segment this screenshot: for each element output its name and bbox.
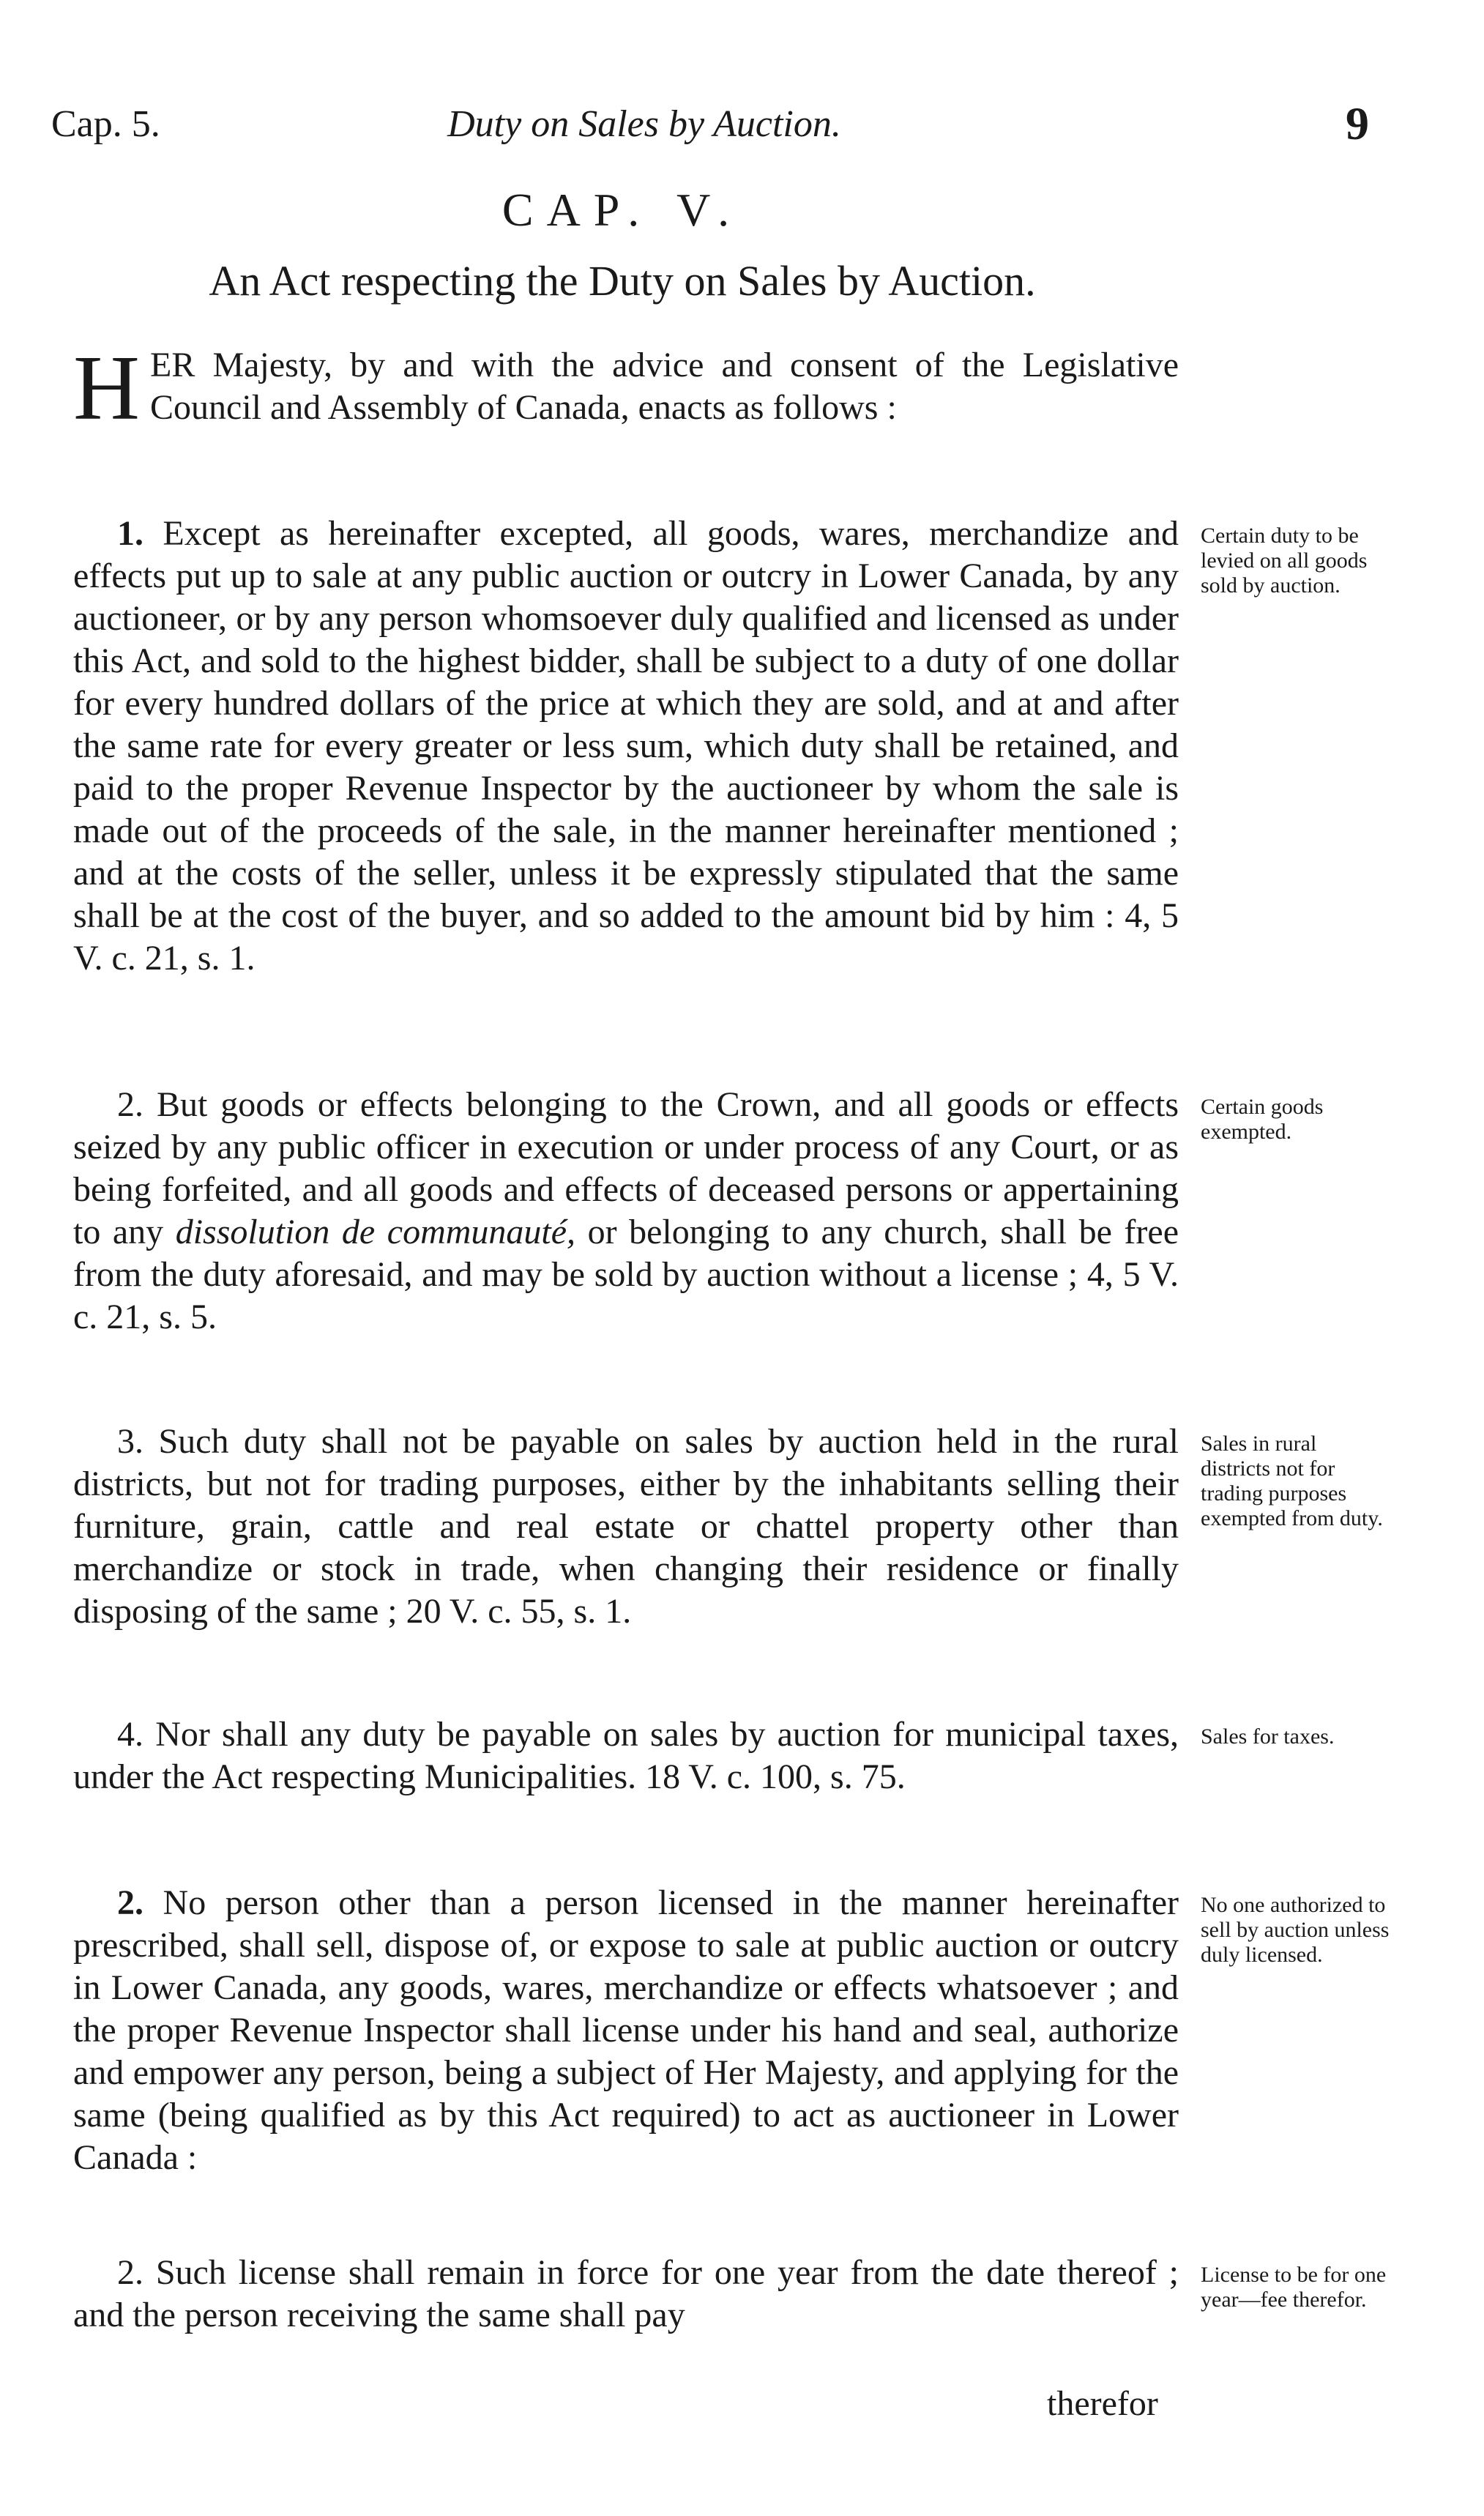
section-number: 4. bbox=[117, 1715, 143, 1754]
act-title: An Act respecting the Duty on Sales by Auction. bbox=[209, 257, 1036, 305]
section-text: Such duty shall not be payable on sales by auction held in the rural districts, but not for trading purposes, either by the inhabitants selling their furniture, grain, cattle and real estate or chattel property other than merchandize or stock in trade, when changing their residence or finally disposing of the same ; 20 V. c. 55, s. 1. bbox=[73, 1422, 1179, 1631]
section-text: Except as hereinafter excepted, all goods, wares, merchandize and effects put up to sale at any public auction or outcry in Lower Canada, by any auctioneer, or by any person whomsoever duly qualified and licensed as under this Act, and sold to the highest bidder, shall be subject to a duty of one dollar for every hundred dollars of the price at which they are sold, and at and after the same rate for every greater or less sum, which duty shall be retained, and paid to the proper Revenue Inspector by the auctioneer by whom the sale is made out of the proceeds of the sale, in the manner hereinafter mentioned ; and at the costs of the seller, unless it be expressly stipulated that the same shall be at the cost of the buyer, and so added to the amount bid by him : 4, 5 V. c. 21, s. 1. bbox=[73, 514, 1179, 978]
section-paragraph bbox=[73, 2252, 1179, 2337]
drop-cap: H bbox=[73, 338, 140, 439]
running-title: Duty on Sales by Auction. bbox=[447, 103, 841, 145]
section-text: No person other than a person licensed in the manner hereinafter prescribed, shall sell, dispose of, or expose to sale at public auction or outcry in Lower Canada, any goods, wares, merchandize or effects whatsoever ; and the proper Revenue Inspector shall license under his hand and seal, authorize and empower any person, being a subject of Her Majesty, and applying for the same (being qualified as by this Act required) to act as auctioneer in Lower Canada : bbox=[73, 1883, 1179, 2177]
marginal-note: No one authorized to sell by auction unless duly licensed. bbox=[1201, 1893, 1390, 1967]
section-text: or belonging to any church, shall be free from the duty aforesaid, and may be sold by auction without a license ; 4, 5 V. c. 21, s. 5. bbox=[73, 1213, 1179, 1336]
marginal-note: Sales for taxes. bbox=[1201, 1724, 1335, 1749]
section-number: 2. bbox=[117, 1883, 143, 1922]
enacting-clause-text: ER Majesty, by and with the advice and consent of the Legislative Council and Assembly of Canada, enacts as follows : bbox=[150, 346, 1179, 427]
section-paragraph bbox=[73, 1084, 1179, 1339]
section-text: Nor shall any duty be payable on sales by auction for municipal taxes, under the Act respecting Municipalities. 18 V. c. 100, s. 75. bbox=[73, 1715, 1179, 1796]
section-number: 3. bbox=[117, 1422, 143, 1461]
enacting-clause bbox=[73, 338, 1179, 439]
marginal-note: Certain duty to be levied on all goods sold by auction. bbox=[1201, 524, 1368, 598]
section-number: 2. bbox=[117, 1085, 143, 1124]
section-number: 2. bbox=[117, 2253, 143, 2292]
marginal-note: Certain goods exempted. bbox=[1201, 1095, 1324, 1144]
section-paragraph bbox=[73, 513, 1179, 980]
section-text-italic: dissolution de communauté, bbox=[175, 1213, 576, 1251]
marginal-note: License to be for one year—fee therefor. bbox=[1201, 2263, 1387, 2312]
section-text: Such license shall remain in force for one year from the date thereof ; and the person receiving the same shall pay bbox=[73, 2253, 1179, 2334]
section-paragraph bbox=[73, 1713, 1179, 1798]
section-paragraph bbox=[73, 1421, 1179, 1633]
page-number: 9 bbox=[1346, 97, 1369, 149]
running-header bbox=[44, 97, 1391, 168]
catchword: therefor bbox=[1047, 2384, 1158, 2423]
chapter-heading: CAP. V. bbox=[501, 184, 743, 236]
marginal-note: Sales in rural districts not for trading purposes exempted from duty. bbox=[1201, 1432, 1383, 1530]
chapter-reference: Cap. 5. bbox=[51, 103, 160, 145]
section-number: 1. bbox=[117, 514, 143, 553]
section-paragraph bbox=[73, 1882, 1179, 2179]
section-text: But goods or effects belonging to the Crown, and all goods or effects seized by any public officer in execution or under process of any Court, or as being forfeited, and all goods and effects of deceased persons or appertaining to any bbox=[73, 1085, 1179, 1251]
